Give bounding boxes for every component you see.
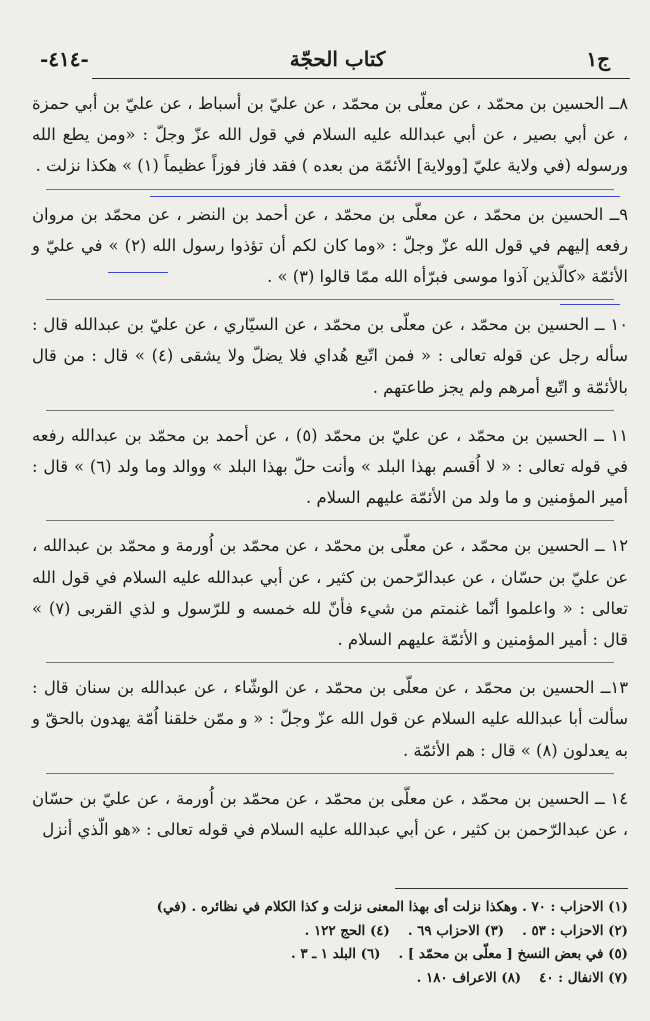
hadith-14: ١٤ ــ الحسين بن محمّد ، عن معلّى بن محمّد ، عن محمّد بن اُورمة ، عن عليّ بن حسّان ، عن عبدالرّحمن بن كثير ، عن أبي عبدالله عليه السلام في قوله تعالى : «هو الّذي أنزل bbox=[32, 788, 628, 840]
footnote: (٥) في بعض النسخ [ معلّى بن محمّد ] . bbox=[398, 946, 628, 962]
paragraph-divider bbox=[46, 410, 614, 411]
volume-label: ج١ bbox=[586, 47, 610, 71]
paragraph-divider bbox=[46, 520, 614, 521]
footnote-row bbox=[40, 920, 628, 944]
footnote-divider bbox=[395, 888, 628, 889]
paragraph-divider bbox=[46, 189, 614, 190]
footnote: (٤) الحج ١٢٢ . bbox=[304, 922, 390, 939]
footnote: (١) الاحزاب : ٧٠ . وهكذا نزلت أى بهذا المعنى نزلت و كذا الكلام في نظائره . (في) bbox=[156, 899, 628, 915]
main-text bbox=[32, 88, 628, 845]
hadith-12: ١٢ ــ الحسين بن محمّد ، عن معلّى بن محمّد ، عن محمّد بن اُورمة و محمّد بن عبدالله ، عن عليّ بن حسّان ، عن عبدالرّحمن بن كثير ، عن أبي عبدالله عليه السلام في قول الله تعالى : « واعلموا أنّما غنمتم من شيء فأنّ لله خمسه و للرّسول و لذي القربى (٧) » قال : أمير المؤمنين و الأئمّة عليهم السلام . bbox=[32, 536, 628, 650]
hadith-9: ٩ــ الحسين بن محمّد ، عن معلّى بن محمّد ، عن أحمد بن النضر ، عن محمّد بن مروان رفعه إليهم في قول الله عزّ وجلّ : «وما كان لكم أن تؤذوا رسول الله (٢) » في عليّ و الأئمّة «كالّذين آذوا موسى فبرّأه الله ممّا قالوا (٣) » . bbox=[32, 204, 629, 287]
pen-underline-2 bbox=[108, 272, 168, 273]
page-header bbox=[40, 42, 610, 76]
footnote: (٨) الاعراف ١٨٠ . bbox=[416, 969, 522, 986]
footnotes bbox=[40, 896, 628, 990]
footnote-row bbox=[40, 943, 628, 967]
footnote-row bbox=[40, 896, 628, 920]
hadith-13: ١٣ــ الحسين بن محمّد ، عن معلّى بن محمّد ، عن الوشّاء ، عن عبدالله بن سنان قال : سألت أبا عبدالله عليه السلام عن قول الله عزّ وجلّ : « و ممّن خلقنا اُمّة يهدون بالحقّ و به يعدلون (٨) » قال : هم الأئمّة . bbox=[32, 678, 628, 760]
footnote-row bbox=[40, 967, 628, 991]
header-rule bbox=[92, 78, 630, 79]
footnote: (٢) الاحزاب : ٥٣ . bbox=[522, 922, 628, 939]
pen-underline-1 bbox=[150, 196, 620, 197]
pen-underline-3 bbox=[560, 304, 620, 305]
paragraph-divider bbox=[46, 662, 614, 663]
footnote: (٧) الانفال : ٤٠ bbox=[539, 969, 628, 986]
paragraph-divider bbox=[46, 773, 614, 774]
hadith-8: ٨ــ الحسين بن محمّد ، عن معلّى بن محمّد ، عن عليّ بن أسباط ، عن عليّ بن أبي حمزة ، عن أبي بصير ، عن أبي عبدالله عليه السلام في قول الله عزّ وجلّ : «ومن يطع الله ورسوله (في ولاية عليّ [وولاية] الأئمّة من بعده ) فقد فاز فوزاً عظيماً (١) » هكذا نزلت . bbox=[32, 94, 628, 176]
hadith-11: ١١ ــ الحسين بن محمّد ، عن عليّ بن محمّد (٥) ، عن أحمد بن محمّد بن عبدالله رفعه في قوله تعالى : « لا اُقسم بهذا البلد » وأنت حلّ بهذا البلد » ووالد وما ولد (٦) » قال : أمير المؤمنين و ما ولد من الأئمّة عليهم السلام . bbox=[32, 425, 628, 508]
footnote: (٣) الاحزاب ٦٩ . bbox=[407, 922, 505, 939]
paragraph-divider bbox=[46, 299, 614, 300]
page-number: -٤١٤- bbox=[40, 47, 89, 71]
hadith-10: ١٠ ــ الحسين بن محمّد ، عن معلّى بن محمّد ، عن السيّاري ، عن عليّ بن عبدالله قال : سأله رجل عن قوله تعالى : « فمن اتّبع هُداي فلا يضلّ ولا يشقى (٤) » قال : من قال بالأئمّة و اتّبع أمرهم ولم يجز طاعتهم . bbox=[32, 315, 628, 397]
chapter-title: كتاب الحجّة bbox=[289, 47, 386, 71]
footnote: (٦) البلد ١ ـ ٣ . bbox=[291, 946, 381, 962]
